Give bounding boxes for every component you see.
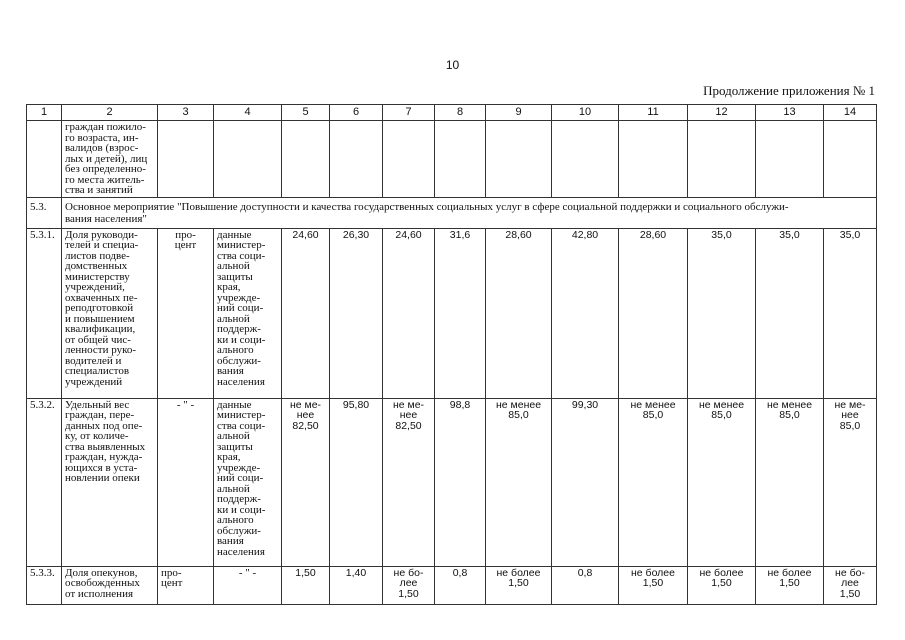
value-cell: 24,60	[282, 228, 330, 398]
row-number: 5.3.2.	[27, 398, 62, 566]
indicators-table	[26, 104, 877, 605]
column-number: 4	[214, 105, 282, 121]
column-number: 10	[552, 105, 619, 121]
column-number: 5	[282, 105, 330, 121]
page-number: 10	[445, 58, 460, 72]
value-cell: не бо- лее 1,50	[824, 566, 877, 604]
value-cell: 99,30	[552, 398, 619, 566]
column-number: 13	[756, 105, 824, 121]
value-cell: 0,8	[435, 566, 486, 604]
value-cell: 28,60	[486, 228, 552, 398]
value-cell: не ме- нее 82,50	[383, 398, 435, 566]
value-cell: 28,60	[619, 228, 688, 398]
column-number: 8	[435, 105, 486, 121]
unit: - " -	[158, 398, 214, 566]
value-cell: 35,0	[688, 228, 756, 398]
value-cell: 26,30	[330, 228, 383, 398]
value-cell: 95,80	[330, 398, 383, 566]
column-number: 6	[330, 105, 383, 121]
value-cell: 42,80	[552, 228, 619, 398]
column-number: 12	[688, 105, 756, 121]
section-row	[27, 197, 877, 228]
unit: про- цент	[158, 228, 214, 398]
value-cell: не более 1,50	[688, 566, 756, 604]
column-number: 1	[27, 105, 62, 121]
continued-row	[27, 121, 877, 198]
column-number: 11	[619, 105, 688, 121]
table-row	[27, 566, 877, 604]
data-source: данные министер- ства соци- альной защиты края, учрежде- ний соци- альной поддерж- ки и соци- ального обслужи- вания населения	[214, 228, 282, 398]
data-source: данные министер- ства соци- альной защиты края, учрежде- ний соци- альной поддерж- ки и соци- ального обслужи- вания населения	[214, 398, 282, 566]
column-number: 2	[62, 105, 158, 121]
value-cell: 1,40	[330, 566, 383, 604]
data-source: - " -	[214, 566, 282, 604]
row-number: 5.3.1.	[27, 228, 62, 398]
continued-indicator-name: граждан пожило- го возраста, ин- валидов (взрос- лых и детей), лиц без определенно- го места житель- ства и занятий	[62, 121, 158, 198]
continuation-label: Продолжение приложения № 1	[703, 83, 875, 98]
unit: про- цент	[158, 566, 214, 604]
column-numbers-row	[27, 105, 877, 121]
value-cell: 0,8	[552, 566, 619, 604]
indicator-name: Доля опекунов, освобожденных от исполнения	[62, 566, 158, 604]
column-number: 7	[383, 105, 435, 121]
value-cell: не более 1,50	[619, 566, 688, 604]
value-cell: 98,8	[435, 398, 486, 566]
table-row	[27, 398, 877, 566]
section-title: Основное мероприятие "Повышение доступности и качества государственных социальных услуг в сфере социальной поддержки и социального обслужи- вания населения"	[62, 197, 877, 228]
value-cell: 1,50	[282, 566, 330, 604]
column-number: 9	[486, 105, 552, 121]
value-cell: не бо- лее 1,50	[383, 566, 435, 604]
table-row	[27, 228, 877, 398]
value-cell: не менее 85,0	[688, 398, 756, 566]
value-cell: не ме- нее 85,0	[824, 398, 877, 566]
value-cell: не менее 85,0	[756, 398, 824, 566]
value-cell: не менее 85,0	[619, 398, 688, 566]
indicator-name: Доля руководи- телей и специа- листов подве- домственных министерству учреждений, охваченных пе- реподготовкой и повышением квалификации, от общей чис- ленности руко- водителей и специалистов учреждений	[62, 228, 158, 398]
value-cell: не менее 85,0	[486, 398, 552, 566]
value-cell: 31,6	[435, 228, 486, 398]
column-number: 14	[824, 105, 877, 121]
value-cell: 24,60	[383, 228, 435, 398]
value-cell: 35,0	[756, 228, 824, 398]
value-cell: не более 1,50	[486, 566, 552, 604]
column-number: 3	[158, 105, 214, 121]
row-number: 5.3.3.	[27, 566, 62, 604]
value-cell: не более 1,50	[756, 566, 824, 604]
indicator-name: Удельный вес граждан, пере- данных под опе- ку, от количе- ства выявленных граждан, нужда- ющихся в уста- новлении опеки	[62, 398, 158, 566]
value-cell: 35,0	[824, 228, 877, 398]
row-number: 5.3.	[27, 197, 62, 228]
value-cell: не ме- нее 82,50	[282, 398, 330, 566]
